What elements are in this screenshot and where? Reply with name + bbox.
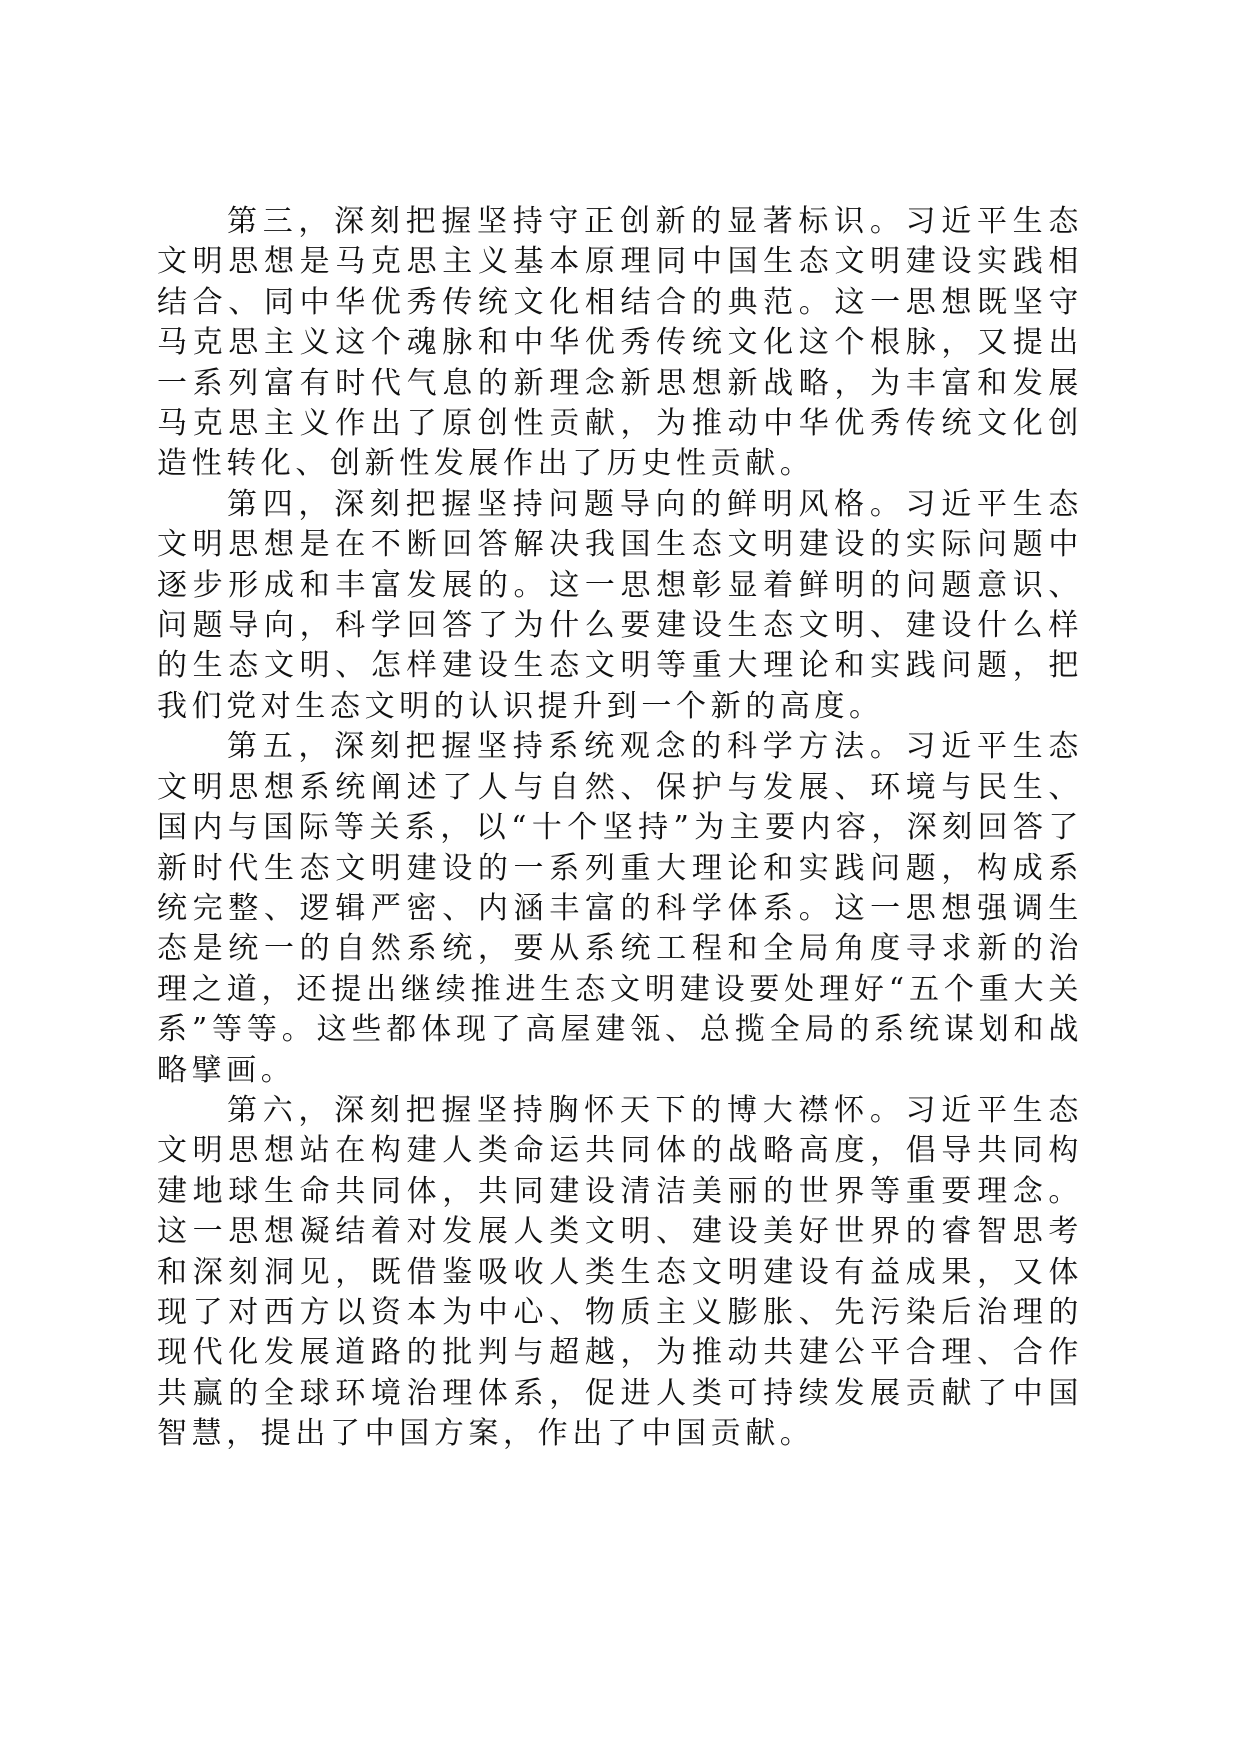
- paragraph-sixth: 第六，深刻把握坚持胸怀天下的博大襟怀。习近平生态文明思想站在构建人类命运共同体的战略高度，倡导共同构建地球生命共同体，共同建设清洁美丽的世界等重要理念。这一思想凝结着对发展人类文明、建设美好世界的睿智思考和深刻洞见，既借鉴吸收人类生态文明建设有益成果，又体现了对西方以资本为中心、物质主义膨胀、先污染后治理的现代化发展道路的批判与超越，为推动共建公平合理、合作共赢的全球环境治理体系，促进人类可持续发展贡献了中国智慧，提出了中国方案，作出了中国贡献。: [157, 1092, 1083, 1452]
- document-body: [157, 202, 1083, 1455]
- paragraph-third: 第三，深刻把握坚持守正创新的显著标识。习近平生态文明思想是马克思主义基本原理同中国生态文明建设实践相结合、同中华优秀传统文化相结合的典范。这一思想既坚守马克思主义这个魂脉和中华优秀传统文化这个根脉，又提出一系列富有时代气息的新理念新思想新战略，为丰富和发展马克思主义作出了原创性贡献，为推动中华优秀传统文化创造性转化、创新性发展作出了历史性贡献。: [157, 204, 1083, 482]
- paragraph-fifth: 第五，深刻把握坚持系统观念的科学方法。习近平生态文明思想系统阐述了人与自然、保护与发展、环境与民生、国内与国际等关系，以“十个坚持”为主要内容，深刻回答了新时代生态文明建设的一系列重大理论和实践问题，构成系统完整、逻辑严密、内涵丰富的科学体系。这一思想强调生态是统一的自然系统，要从系统工程和全局角度寻求新的治理之道，还提出继续推进生态文明建设要处理好“五个重大关系”等等。这些都体现了高屋建瓴、总揽全局的系统谋划和战略擘画。: [157, 729, 1083, 1088]
- paragraph-fourth: 第四，深刻把握坚持问题导向的鲜明风格。习近平生态文明思想是在不断回答解决我国生态文明建设的实际问题中逐步形成和丰富发展的。这一思想彰显着鲜明的问题意识、问题导向，科学回答了为什么要建设生态文明、建设什么样的生态文明、怎样建设生态文明等重大理论和实践问题，把我们党对生态文明的认识提升到一个新的高度。: [157, 486, 1083, 724]
